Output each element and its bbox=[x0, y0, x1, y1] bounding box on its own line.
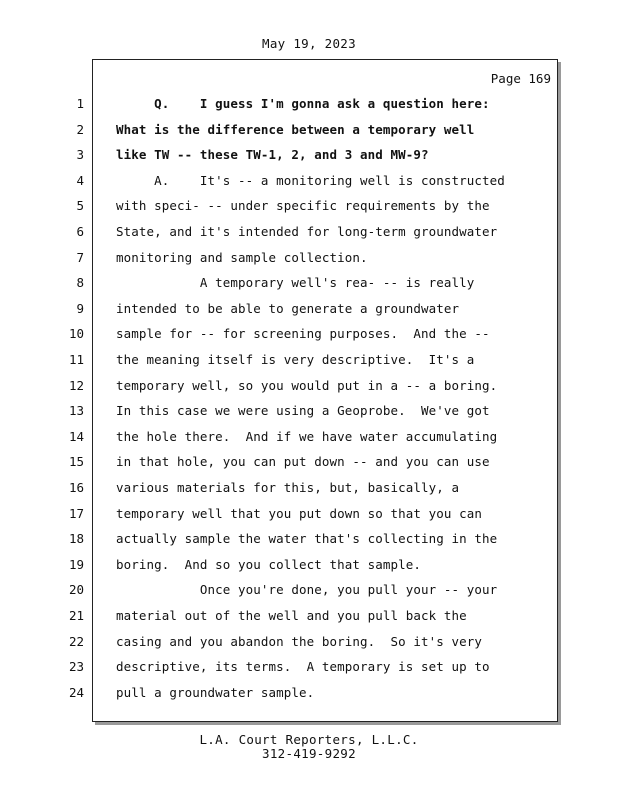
transcript-line: descriptive, its terms. A temporary is set up to bbox=[116, 659, 490, 674]
transcript-line: with speci- -- under specific requirements by the bbox=[116, 198, 490, 213]
line-number: 12 bbox=[68, 378, 84, 393]
line-number: 13 bbox=[68, 403, 84, 418]
line-number: 2 bbox=[76, 122, 84, 137]
transcript-line: temporary well that you put down so that you can bbox=[116, 506, 483, 521]
transcript-line: Once you're done, you pull your -- your bbox=[116, 582, 498, 597]
transcript-line: Q. I guess I'm gonna ask a question here: bbox=[116, 96, 490, 111]
line-number: 16 bbox=[68, 480, 84, 495]
line-number: 18 bbox=[68, 531, 84, 546]
line-number: 17 bbox=[68, 506, 84, 521]
line-number: 9 bbox=[76, 301, 84, 316]
reporter-phone: 312-419-9292 bbox=[262, 746, 356, 761]
transcript-line: In this case we were using a Geoprobe. We've got bbox=[116, 403, 490, 418]
reporter-company: L.A. Court Reporters, L.L.C. bbox=[199, 732, 419, 747]
transcript-line: casing and you abandon the boring. So it's very bbox=[116, 634, 483, 649]
transcript-line: like TW -- these TW-1, 2, and 3 and MW-9? bbox=[116, 147, 429, 162]
line-number: 3 bbox=[76, 147, 84, 162]
transcript-line: A. It's -- a monitoring well is constructed bbox=[116, 173, 505, 188]
transcript-line: monitoring and sample collection. bbox=[116, 250, 368, 265]
transcript-line: material out of the well and you pull back the bbox=[116, 608, 467, 623]
line-number: 8 bbox=[76, 275, 84, 290]
transcript-line: various materials for this, but, basically, a bbox=[116, 480, 460, 495]
transcript-line: What is the difference between a temporary well bbox=[116, 122, 475, 137]
line-number: 10 bbox=[68, 326, 84, 341]
line-number: 4 bbox=[76, 173, 84, 188]
page-number: Page 169 bbox=[490, 71, 551, 86]
line-number: 22 bbox=[68, 634, 84, 649]
line-number: 20 bbox=[68, 582, 84, 597]
transcript-date: May 19, 2023 bbox=[262, 36, 356, 51]
line-number: 6 bbox=[76, 224, 84, 239]
transcript-line: the meaning itself is very descriptive. It's a bbox=[116, 352, 475, 367]
transcript-line: the hole there. And if we have water accumulating bbox=[116, 429, 498, 444]
transcript-line: in that hole, you can put down -- and you can use bbox=[116, 454, 490, 469]
line-number: 15 bbox=[68, 454, 84, 469]
line-number: 23 bbox=[68, 659, 84, 674]
line-number: 19 bbox=[68, 557, 84, 572]
transcript-line: boring. And so you collect that sample. bbox=[116, 557, 422, 572]
line-number: 24 bbox=[68, 685, 84, 700]
line-number: 5 bbox=[76, 198, 84, 213]
transcript-line: intended to be able to generate a groundwater bbox=[116, 301, 460, 316]
line-number: 7 bbox=[76, 250, 84, 265]
line-number: 1 bbox=[76, 96, 84, 111]
transcript-line: pull a groundwater sample. bbox=[116, 685, 315, 700]
footer bbox=[0, 733, 618, 761]
transcript-line: temporary well, so you would put in a -- a boring. bbox=[116, 378, 498, 393]
transcript-line: sample for -- for screening purposes. And the -- bbox=[116, 326, 490, 341]
transcript-line: actually sample the water that's collecting in the bbox=[116, 531, 498, 546]
line-number: 11 bbox=[68, 352, 84, 367]
line-number: 21 bbox=[68, 608, 84, 623]
transcript-line: State, and it's intended for long-term groundwater bbox=[116, 224, 498, 239]
line-number: 14 bbox=[68, 429, 84, 444]
transcript-line: A temporary well's rea- -- is really bbox=[116, 275, 475, 290]
